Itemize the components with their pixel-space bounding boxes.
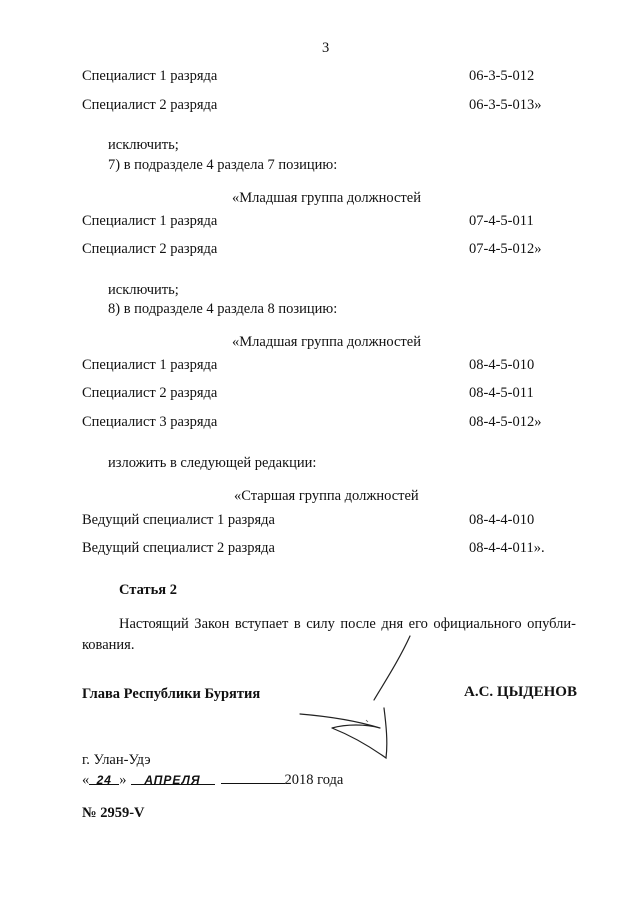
position-code: 07-4-5-012» xyxy=(469,241,542,257)
date-month-field xyxy=(131,772,215,785)
date-close-quote: » xyxy=(119,772,127,788)
redaction-instruction: изложить в следующей редакции: xyxy=(108,455,317,471)
exclude-instruction: исключить; xyxy=(108,137,179,153)
position-title: Ведущий специалист 2 разряда xyxy=(82,540,275,556)
date-year: 2018 года xyxy=(284,772,344,788)
law-number: № 2959-V xyxy=(82,805,145,821)
position-title: Специалист 2 разряда xyxy=(82,241,218,257)
position-code: 06-3-5-013» xyxy=(469,97,542,113)
exclude-instruction: исключить; xyxy=(108,282,179,298)
position-code: 08-4-5-012» xyxy=(469,414,542,430)
city: г. Улан-Удэ xyxy=(82,752,151,768)
group-heading: «Младшая группа должностей xyxy=(232,190,421,206)
signing-date xyxy=(82,771,343,789)
amendment-item: 7) в подразделе 4 раздела 7 позицию: xyxy=(108,157,338,173)
date-month: АПРЕЛЯ xyxy=(144,773,201,787)
position-title: Специалист 3 разряда xyxy=(82,414,218,430)
position-title: Ведущий специалист 1 разряда xyxy=(82,512,275,528)
page-number: 3 xyxy=(322,40,330,56)
position-code: 06-3-5-012 xyxy=(469,68,535,84)
position-code: 07-4-5-011 xyxy=(469,213,534,229)
position-title: Специалист 1 разряда xyxy=(82,357,218,373)
signer-name: А.С. ЦЫДЕНОВ xyxy=(464,684,577,700)
position-code: 08-4-5-010 xyxy=(469,357,535,373)
article-text: Настоящий Закон вступает в силу после дня его официального опубли-кования. xyxy=(82,616,576,653)
position-title: Специалист 1 разряда xyxy=(82,213,218,229)
amendment-item: 8) в подразделе 4 раздела 8 позицию: xyxy=(108,301,338,317)
group-heading: «Старшая группа должностей xyxy=(234,488,419,504)
position-title: Специалист 2 разряда xyxy=(82,97,218,113)
date-day-field xyxy=(89,772,119,785)
position-code: 08-4-5-011 xyxy=(469,385,534,401)
position-title: Специалист 2 разряда xyxy=(82,385,218,401)
position-title: Специалист 1 разряда xyxy=(82,68,218,84)
position-code: 08-4-4-010 xyxy=(469,512,535,528)
position-code: 08-4-4-011». xyxy=(469,540,545,556)
date-day: 24 xyxy=(96,773,112,787)
signer-title: Глава Республики Бурятия xyxy=(82,686,261,702)
date-open-quote: « xyxy=(82,772,90,788)
date-extra-blank xyxy=(221,771,285,784)
handwritten-signature xyxy=(296,632,426,762)
group-heading: «Младшая группа должностей xyxy=(232,334,421,350)
article-heading: Статья 2 xyxy=(119,582,177,598)
